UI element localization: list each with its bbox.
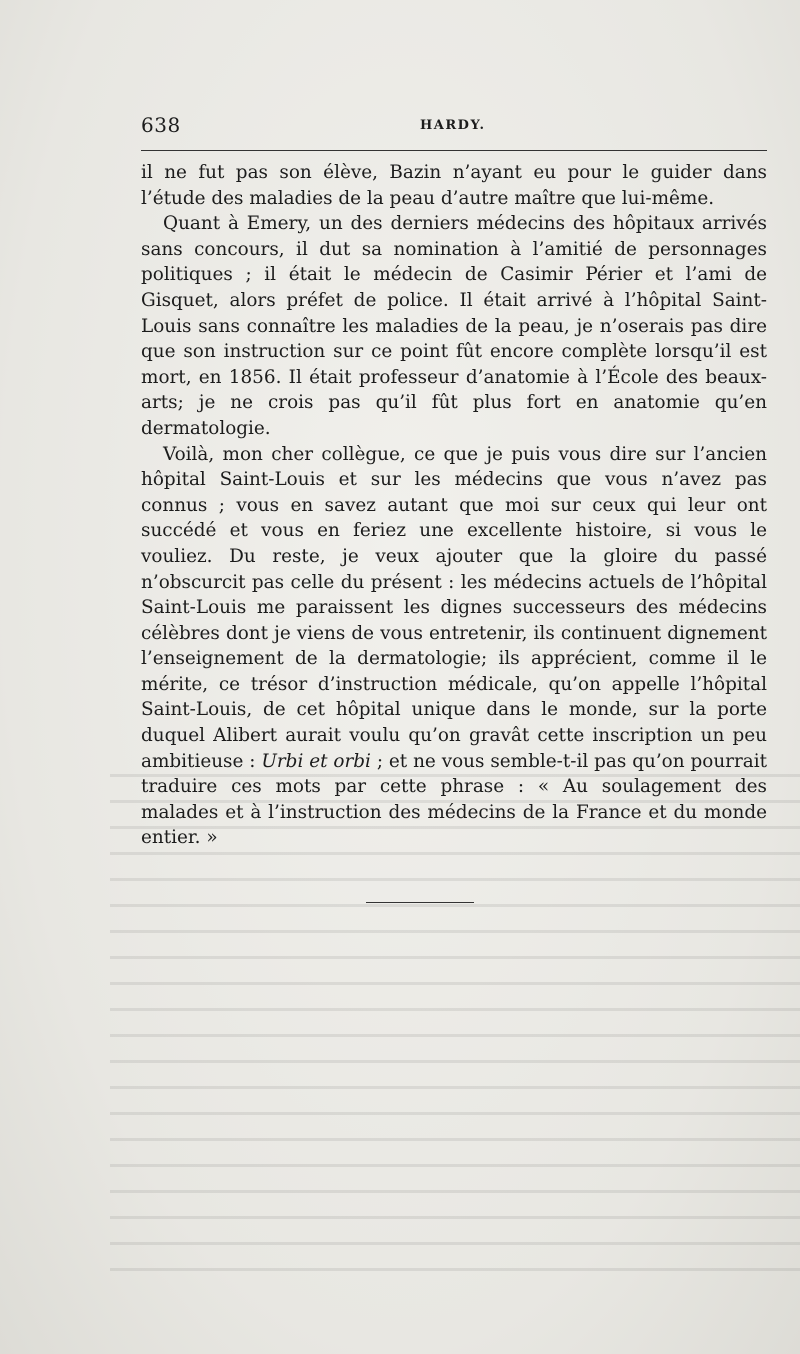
paragraph-continuation: il ne fut pas son élève, Bazin n’ayant eu pour le guider dans l’étude des maladies de la peau d’autre maître que lui-même. <box>141 162 767 209</box>
page-header <box>141 110 767 140</box>
conclusion-text-end: ; et ne vous semble-t-il pas qu’on pourrait traduire ces mots par cette phrase : « Au soulagement des malades et à l’instruction des médecins de la France et du monde entier. » <box>141 750 767 849</box>
paragraph-conclusion <box>141 442 767 852</box>
running-head: HARDY. <box>420 118 486 133</box>
conclusion-text: Voilà, mon cher collègue, ce que je puis vous dire sur l’ancien hôpital Saint-Louis et sur les médecins que vous n’avez pas connus ; vous en savez autant que moi sur ceux qui leur ont succédé et vous en feriez une excellente histoire, si vous le vouliez. Du reste, je veux ajouter que la gloire du passé n’obscurcit pas celle du présent : les médecins actuels de l’hôpital Saint-Louis me paraissent les dignes successeurs des médecins célèbres dont je viens de vous entretenir, ils continuent dignement l’enseignement de la dermatologie; ils apprécient, comme il le mérite, ce trésor d’instruction médicale, qu’on appelle l’hôpital Saint-Louis, de cet hôpital unique dans le monde, sur la porte duquel Alibert aurait voulu qu’on gravât cette inscription un peu ambitieuse : <box>141 443 767 772</box>
end-rule <box>366 902 474 903</box>
header-rule <box>141 150 767 151</box>
body-text <box>141 160 767 851</box>
page-number: 638 <box>141 113 181 137</box>
latin-inscription: Urbi et orbi <box>261 750 371 772</box>
paragraph-emery: Quant à Emery, un des derniers médecins des hôpitaux arrivés sans concours, il dut sa nomination à l’amitié de personnages politiques ; il était le médecin de Casimir Périer et l’ami de Gisquet, alors préfet de police. Il était arrivé à l’hôpital Saint-Louis sans connaître les maladies de la peau, je n’oserais pas dire que son instruction sur ce point fût encore complète lorsqu’il est mort, en 1856. Il était professeur d’anatomie à l’École des beaux-arts; je ne crois pas qu’il fût plus fort en anatomie qu’en dermatologie. <box>141 213 767 439</box>
